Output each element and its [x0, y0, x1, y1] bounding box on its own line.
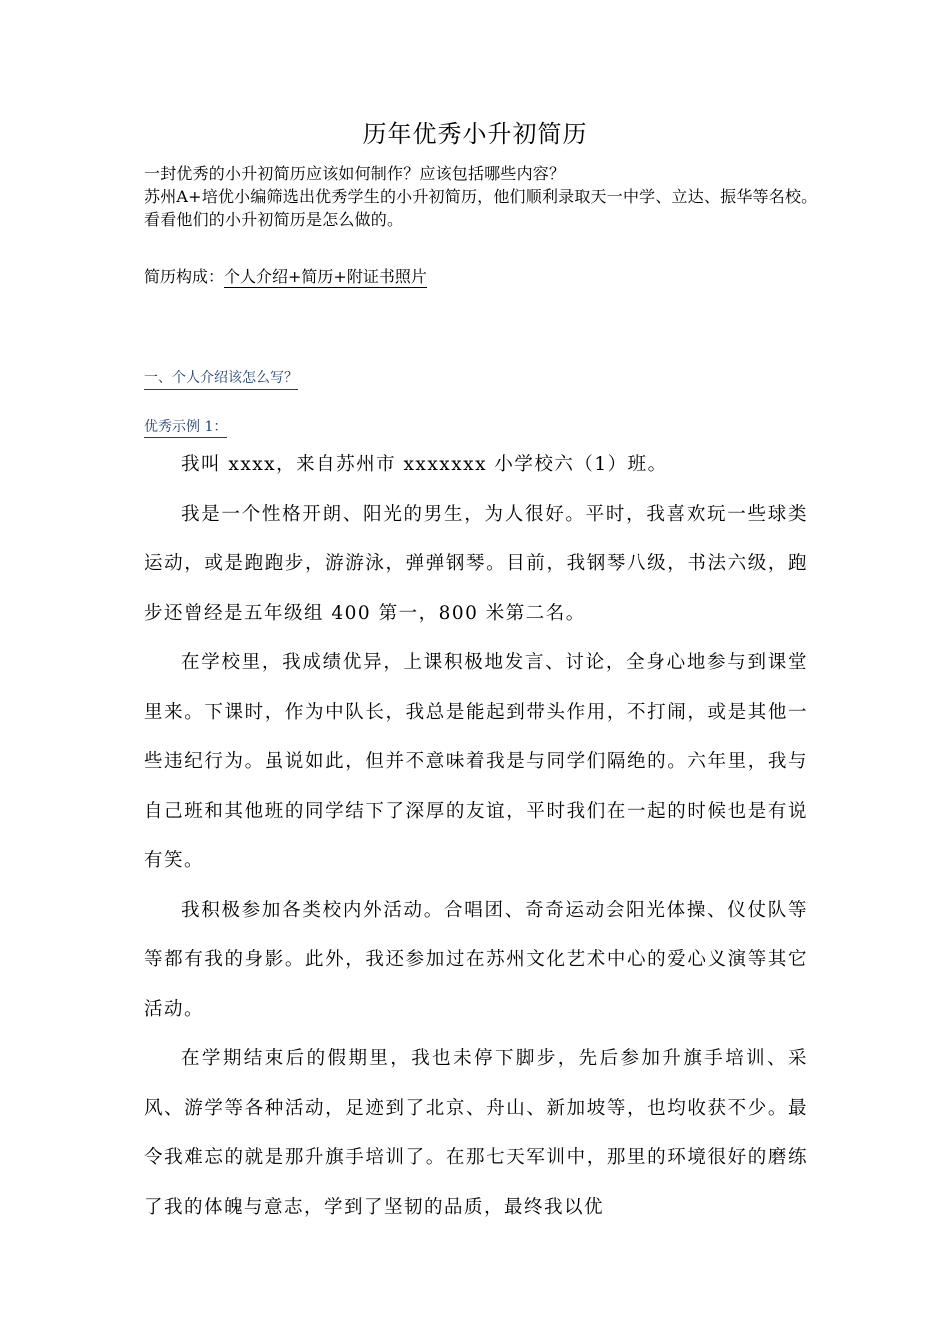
intro-block: [144, 162, 824, 231]
example-essay: [144, 440, 808, 1232]
section-heading: 一、个人介绍该怎么写？: [144, 368, 298, 390]
resume-composition: [144, 266, 427, 288]
essay-paragraph: 我叫 xxxx，来自苏州市 xxxxxxx 小学校六（1）班。: [181, 454, 668, 475]
essay-paragraph: 我积极参加各类校内外活动。合唱团、奇奇运动会阳光体操、仪仗队等等都有我的身影。此外，我还参加过在苏州文化艺术中心的爱心义演等其它活动。: [144, 899, 808, 1020]
document-title: 历年优秀小升初简历: [362, 120, 588, 148]
composition-label: 简历构成：: [144, 267, 225, 286]
essay-paragraph: 在学校里，我成绩优异，上课积极地发言、讨论，全身心地参与到课堂里来。下课时，作为中队长，我总是能起到带头作用，不打闹，或是其他一些违纪行为。虽说如此，但并不意味着我是与同学们隔绝的。六年里，我与自己班和其他班的同学结下了深厚的友谊，平时我们在一起的时候也是有说有笑。: [144, 652, 808, 871]
composition-value: 个人介绍+简历+附证书照片: [224, 267, 427, 286]
intro-description: 苏州A+培优小编筛选出优秀学生的小升初简历，他们顺利录取天一中学、立达、振华等名校。看看他们的小升初简历是怎么做的。: [144, 187, 818, 229]
essay-paragraph: 我是一个性格开朗、阳光的男生，为人很好。平时，我喜欢玩一些球类运动，或是跑跑步，游游泳，弹弹钢琴。目前，我钢琴八级，书法六级，跑步还曾经是五年级组 400 第一，800 米第二名。: [144, 503, 808, 624]
essay-paragraph: 在学期结束后的假期里，我也未停下脚步，先后参加升旗手培训、采风、游学等各种活动，足迹到了北京、舟山、新加坡等，也均收获不少。最令我难忘的就是那升旗手培训了。在那七天军训中，那里的环境很好的磨练了我的体魄与意志，学到了坚韧的品质，最终我以优: [144, 1048, 808, 1218]
intro-question: 一封优秀的小升初简历应该如何制作？应该包括哪些内容？: [144, 164, 566, 183]
example-label: 优秀示例 1：: [144, 417, 227, 438]
